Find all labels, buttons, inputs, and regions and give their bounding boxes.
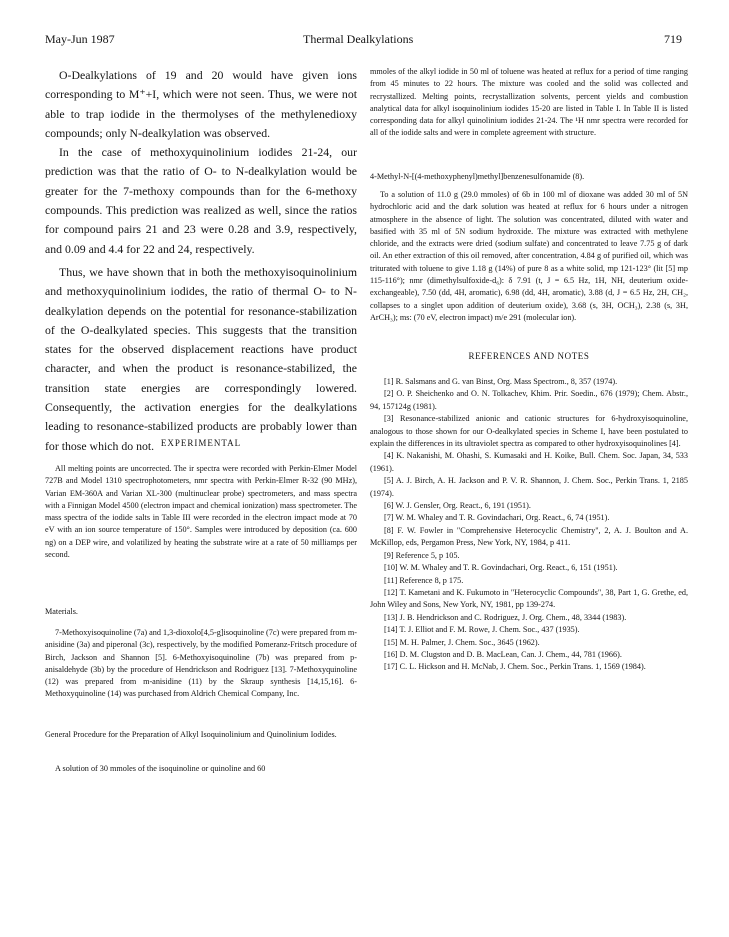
general-procedure-continued — [370, 66, 688, 140]
compound-text: To a solution of 11.0 g (29.0 mmoles) of 6b in 100 ml of dioxane was added 30 ml of 5N hydrochloric acid and the dark solution was heated at reflux for 6 hours under a nitrogen atmosphere in the absence of light. The solution was concentrated, diluted with water and basified with 35 ml of 5N sodium hydroxide. The mixture was extracted with methylene chloride, and the extracts were dried (sodium sulfate) and concentrated to leave 7.75 g of dark oil. An ether extraction of this oil removed, after concentration, 4.84 g of purified oil, which was triturated with toluene to give 1.18 g (14%) of pure 8 as a white solid, mp 121-123° (lit [5] mp 115-116°); nmr (dimethylsulfoxide-d₆): δ 7.91 (t, J = 6.5 Hz, 1H, NH, deuterium oxide-exchangeable), 7.50 (dd, 4H, aromatic), 6.98 (dd, 4H, aromatic), 3.88 (d, J = 6.5 Hz, 2H, CH₂, collapses to a singlet upon addition of deuterium oxide), 3.68 (s, 3H, OCH₃), 2.38 (s, 3H, ArCH₃); ms: (70 eV, electron impact) m/e 291 (molecular ion). — [370, 190, 688, 322]
reference-item: [7] W. M. Whaley and T. R. Govindachari, Org. React., 6, 74 (1951). — [384, 513, 610, 523]
reference-item: [13] J. B. Hendrickson and C. Rodriguez, J. Org. Chem., 48, 3344 (1983). — [384, 612, 627, 622]
reference-item: [8] F. W. Fowler in "Comprehensive Heterocyclic Chemistry", 2, A. J. Boulton and A. McKillop, eds, Pergamon Press, New York, NY, 1984, p 411. — [370, 525, 688, 548]
reference-item: [9] Reference 5, p 105. — [384, 550, 460, 560]
general-procedure-cont-text: mmoles of the alkyl iodide in 50 ml of toluene was heated at reflux for a period of time ranging from 45 minutes to 22 hours. The mixture was cooled and the solid was collected and recrystallized. Melting points, recrystallization solvents, percent yields and combustion analytical data for alkyl isoquinolinium iodides 15-20 are listed in Table I. In Table II is listed corresponding data for alkyl quinolinium iodides 21-24. The ¹H nmr spectra were recorded for all of the iodide salts and were in complete agreement with structure. — [370, 67, 688, 138]
reference-item: [1] R. Salsmans and G. van Binst, Org. Mass Spectrom., 8, 357 (1974). — [384, 377, 618, 386]
experimental-heading: EXPERIMENTAL — [160, 438, 242, 448]
discussion-text — [45, 66, 357, 456]
general-procedure-heading: General Procedure for the Preparation of Alkyl Isoquinolinium and Quinolinium Iodides. — [45, 730, 337, 739]
general-procedure-section — [45, 763, 357, 775]
reference-item: [16] D. M. Clugston and D. B. MacLean, Can. J. Chem., 44, 781 (1966). — [384, 649, 622, 659]
reference-item: [14] T. J. Elliot and F. M. Rowe, J. Chem. Soc., 437 (1935). — [384, 625, 580, 635]
header-date: May-Jun 1987 — [45, 32, 115, 46]
paragraph-conclusion: Thus, we have shown that in both the methoxyisoquinolinium and methoxyquinolinium iodides, the ratio of thermal O- to N-dealkylation depends on the potential for resonance-stabilization of the O-dealkylated species. This suggests that the transition states for the observed displacement reactions have product character, and when the product is resonance-stabilized, the transition state energies are correspondingly lowered. Consequently, the activation energies for the dealkylations leading to resonance-stabilized products are probably lower than for those which do not. — [45, 264, 357, 453]
reference-item: [2] O. P. Sheichenko and O. N. Tolkachev, Khim. Prir. Soedin., 676 (1979); Chem. Abstr., 94, 157124g (1981). — [370, 389, 688, 411]
reference-item: [17] C. L. Hickson and H. McNab, J. Chem. Soc., Perkin Trans. 1, 1569 (1984). — [384, 662, 646, 672]
experimental-section — [45, 463, 357, 561]
reference-item: [11] Reference 8, p 175. — [384, 575, 464, 585]
header-title: Thermal Dealkylations — [303, 32, 414, 46]
reference-item: [15] M. H. Palmer, J. Chem. Soc., 3645 (1962). — [384, 637, 540, 647]
paragraph-methoxyquinolinium: In the case of methoxyquinolinium iodides 21-24, our prediction was that the ratio of O- to N-dealkylation would be greater for the 7-methoxy compounds than for the 6-methoxy compounds. This prediction was realized as well, since the ratios for compound pairs 21 and 23 were 0.28 and 3.9, respectively, and 0.09 and 4.4 for 22 and 24, respectively. — [45, 145, 357, 256]
compound-heading: 4-Methyl-N-[(4-methoxyphenyl)methyl]benzenesulfonamide (8). — [370, 172, 585, 181]
materials-heading: Materials. — [45, 607, 78, 616]
reference-item: [6] W. J. Gensler, Org. React., 6, 191 (1951). — [384, 501, 531, 511]
reference-item: [3] Resonance-stabilized anionic and cationic structures for 6-hydroxyisoquinoline, analogous to those shown for our O-dealkylated species in Scheme I, have been postulated to explain the differences in its ultraviolet spectra as compared to other hydroxyisoquinolines [4]. — [370, 414, 688, 449]
materials-text: 7-Methoxyisoquinoline (7a) and 1,3-dioxolo[4,5-g]isoquinoline (7c) were prepared from m-anisidine (3a) and piperonal (3c), respectively, by the modified Pomeranz-Fritsch procedure of Birch, Jackson and Shannon [5]. 6-Methoxyisoquinoline (7b) was prepared from p-anisaldehyde (3b) by the procedure of Hendrickson and Rodriguez [13]. 7-Methoxyquinoline (12) was prepared from m-anisidine (11) by the Skraup synthesis [14,15,16]. 6-Methoxyquinoline (14) was purchased from Aldrich Chemical Company, Inc. — [45, 628, 357, 699]
reference-item: [5] A. J. Birch, A. H. Jackson and P. V. R. Shannon, J. Chem. Soc., Perkin Trans. 1, 2185 (1974). — [370, 476, 688, 498]
references-list — [370, 376, 688, 674]
experimental-text: All melting points are uncorrected. The ir spectra were recorded with Perkin-Elmer Model 727B and Model 1310 spectrophotometers, nmr spectra with Perkin-Elmer R-32 (90 MHz), Varian EM-360A and Varian XL-300 (multinuclear probe) spectrometers, and mass spectra with a Finnigan Model 4500 (electron impact and chemical ionization) mass spectrometer. The mass spectra of the iodide salts in Table III were recorded in the electron impact mode at 70 eV with an ion source temperature of 150°. Samples were introduced by deposition (ca. 600 ng) on a DEP wire, and volatilized by heating the substrate wire at a rate of 50 milliamps per second. — [45, 464, 357, 560]
references-heading: REFERENCES AND NOTES — [468, 351, 590, 361]
reference-item: [4] K. Nakanishi, M. Ohashi, S. Kumasaki and H. Koike, Bull. Chem. Soc. Japan, 34, 533 (1961). — [370, 451, 688, 473]
paragraph-o-dealkylations: O-Dealkylations of 19 and 20 would have given ions corresponding to M⁺+I, which were not seen. Thus, we were not able to trap iodide in the thermolyses of the methylenedioxy compounds; only N-dealkylation was observed. — [45, 68, 357, 140]
header-page-number: 719 — [664, 32, 682, 46]
reference-item: [10] W. M. Whaley and T. R. Govindachari, Org. React., 6, 151 (1951). — [384, 563, 618, 573]
materials-section — [45, 627, 357, 701]
general-procedure-text: A solution of 30 mmoles of the isoquinoline or quinoline and 60 — [55, 764, 266, 773]
reference-item: [12] T. Kametani and K. Fukumoto in "Heterocyclic Compounds", 38, Part 1, G. Grethe, ed, John Wiley and Sons, New York, NY, 1981, pp 139-274. — [370, 587, 688, 610]
compound-section — [370, 189, 688, 324]
